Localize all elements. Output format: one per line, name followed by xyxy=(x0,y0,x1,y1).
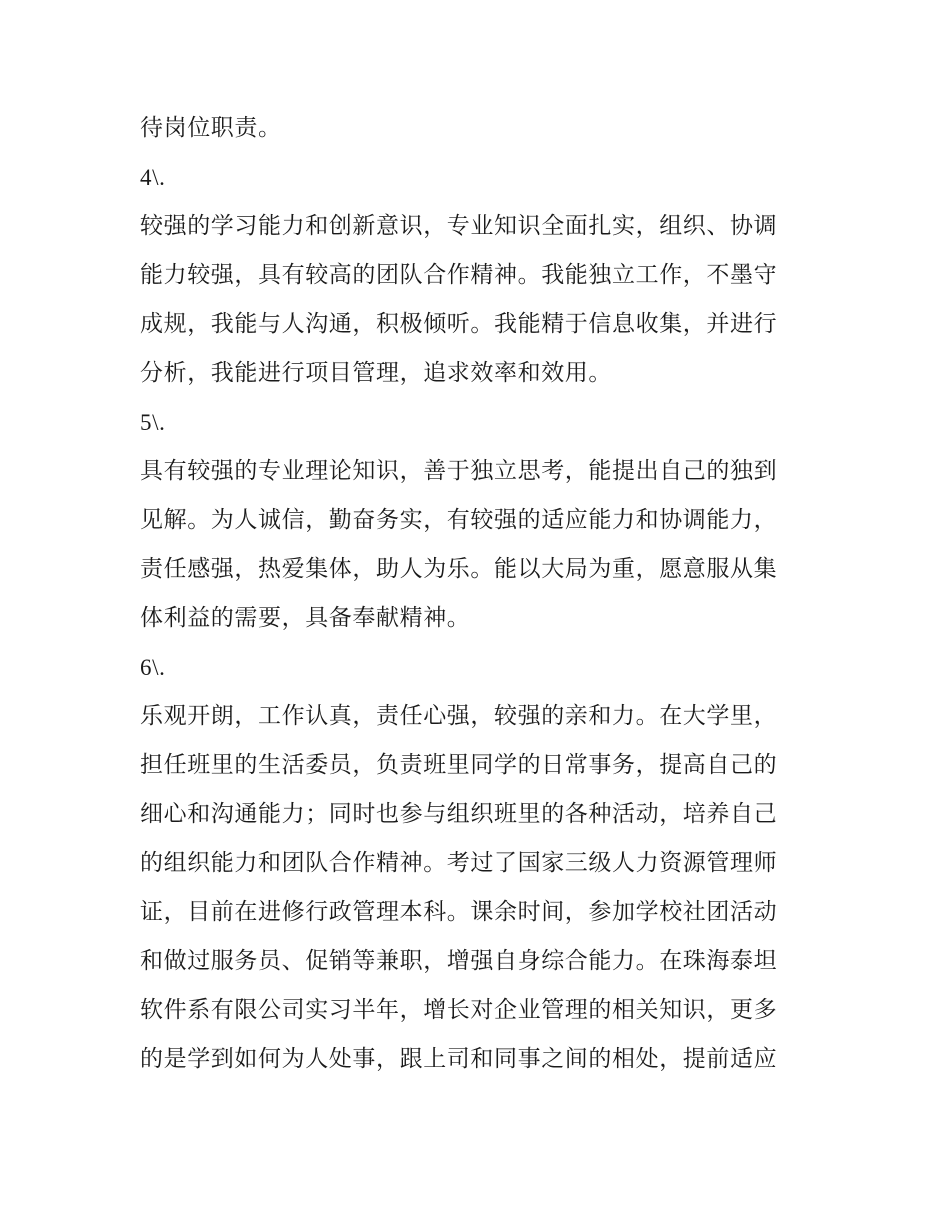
text-line: 待岗位职责。 xyxy=(140,115,282,141)
text-line: 和做过服务员、促销等兼职，增强自身综合能力。在珠海泰坦 xyxy=(140,948,778,974)
text-line: 成规，我能与人沟通，积极倾听。我能精于信息收集，并进行 xyxy=(140,311,778,337)
text-line: 较强的学习能力和创新意识，专业知识全面扎实，组织、协调 xyxy=(140,213,778,239)
text-line: 体利益的需要，具备奉献精神。 xyxy=(140,605,471,631)
text-line: 具有较强的专业理论知识，善于独立思考，能提出自己的独到 xyxy=(140,458,778,484)
text-line: 软件系有限公司实习半年，增长对企业管理的相关知识，更多 xyxy=(140,997,778,1023)
text-line: 担任班里的生活委员，负责班里同学的日常事务，提高自己的 xyxy=(140,752,778,778)
text-line: 证，目前在进修行政管理本科。课余时间，参加学校社团活动 xyxy=(140,899,778,925)
text-line: 能力较强，具有较高的团队合作精神。我能独立工作，不墨守 xyxy=(140,262,778,288)
text-line: 分析，我能进行项目管理，追求效率和效用。 xyxy=(140,360,612,386)
section-number: 4\. xyxy=(140,165,166,190)
text-line: 的是学到如何为人处事，跟上司和同事之间的相处，提前适应 xyxy=(140,1046,778,1072)
section-number: 6\. xyxy=(140,655,166,680)
text-line: 细心和沟通能力；同时也参与组织班里的各种活动，培养自己 xyxy=(140,801,778,827)
document-body xyxy=(140,104,820,1084)
section-number: 5\. xyxy=(140,410,166,435)
text-line: 责任感强，热爱集体，助人为乐。能以大局为重，愿意服从集 xyxy=(140,556,778,582)
text-line: 见解。为人诚信，勤奋务实，有较强的适应能力和协调能力， xyxy=(140,507,778,533)
text-line: 的组织能力和团队合作精神。考过了国家三级人力资源管理师 xyxy=(140,850,778,876)
text-line: 乐观开朗，工作认真，责任心强，较强的亲和力。在大学里， xyxy=(140,703,778,729)
